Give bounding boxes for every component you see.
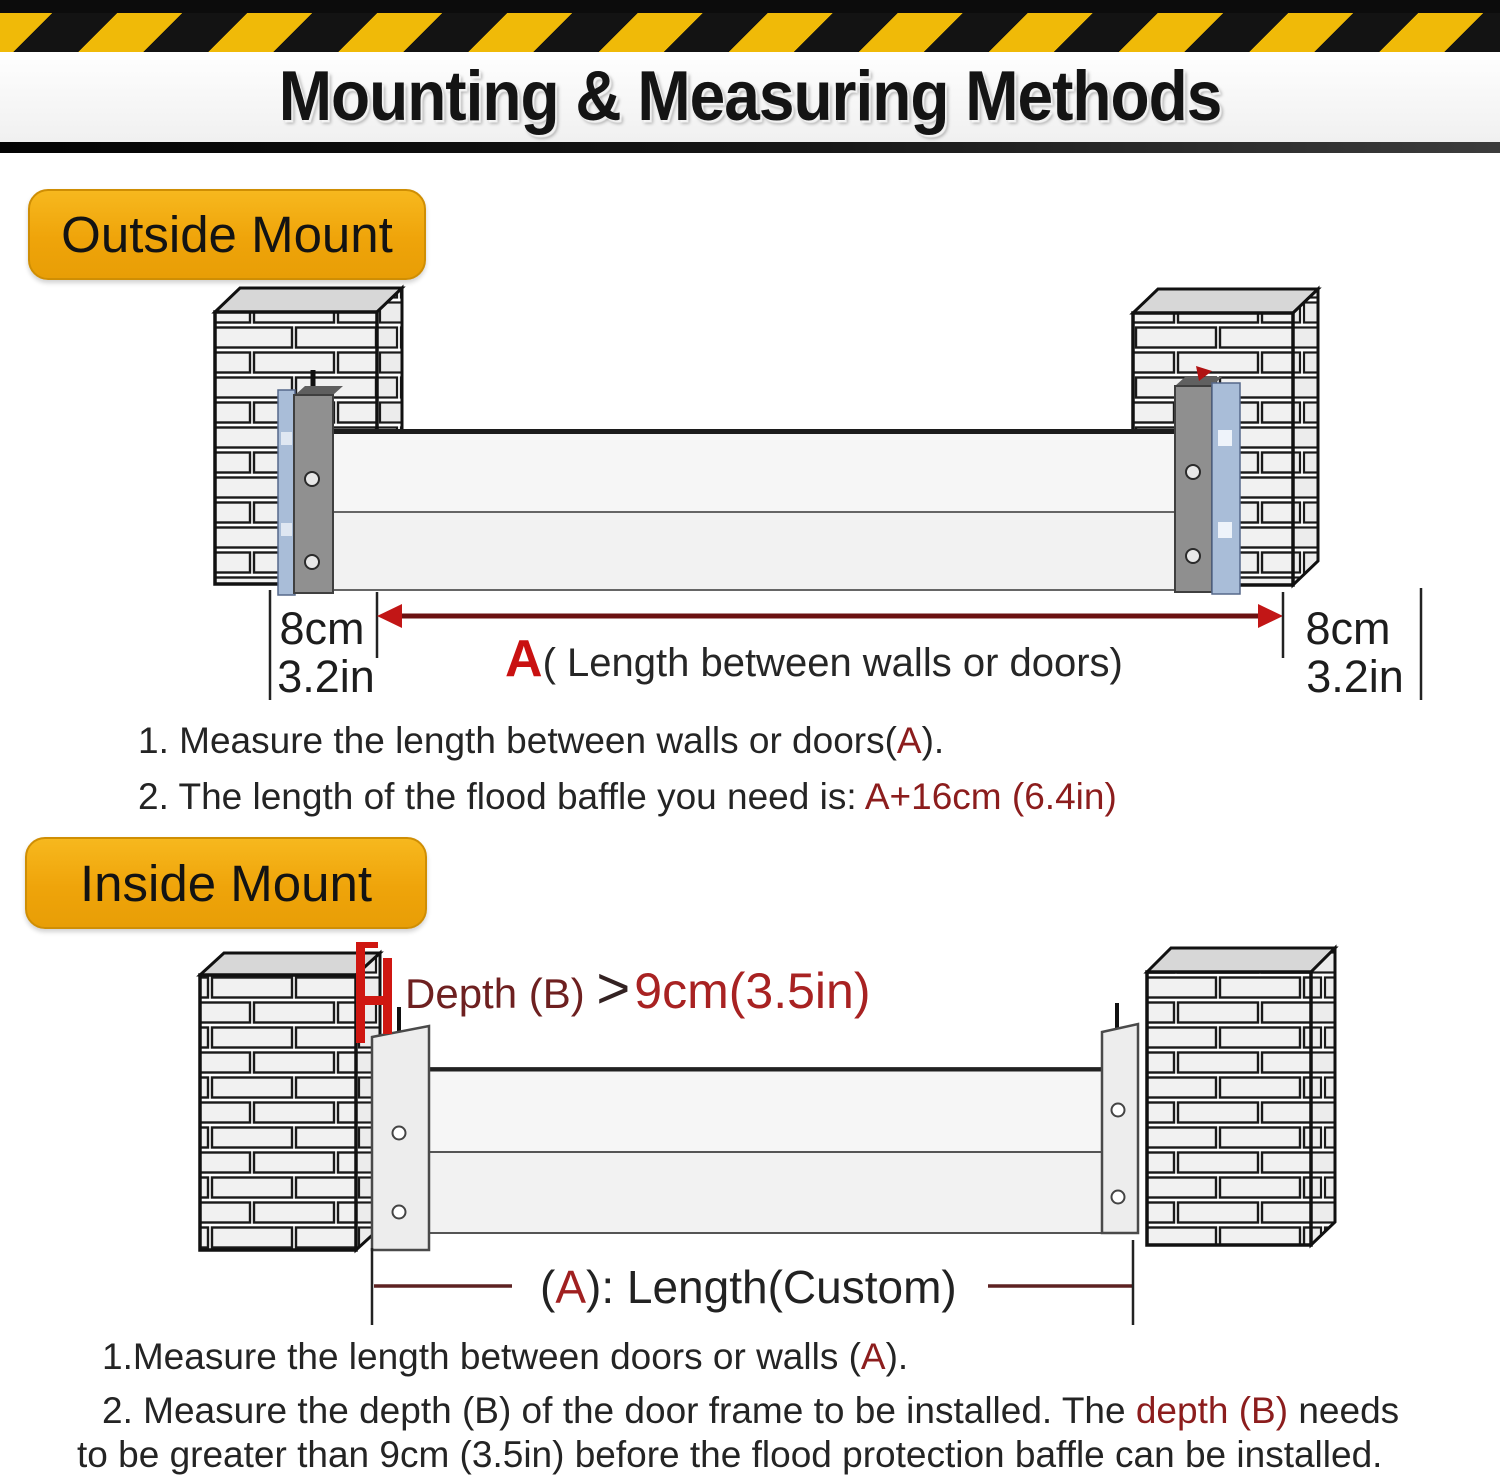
flood-barrier (429, 1068, 1102, 1233)
depth-annotation: Depth (B) >9cm(3.5in) (405, 956, 871, 1021)
dimension-8cm-right: 8cm (1305, 603, 1391, 654)
page-title: Mounting & Measuring Methods (278, 56, 1222, 136)
inside-step-2-continued: to be greater than 9cm (3.5in) before the flood protection baffle can be installed. (77, 1434, 1383, 1475)
wall-bracket-left (278, 370, 343, 595)
dimension-3.2in-right: 3.2in (1306, 651, 1404, 702)
right-pillar (1147, 948, 1335, 1245)
header-divider (0, 142, 1500, 153)
length-custom-label: (A): Length(Custom) (540, 1261, 957, 1313)
frame-bracket-right (1102, 1003, 1138, 1233)
frame-bracket-left (372, 1007, 429, 1250)
outside-mount-badge (28, 189, 426, 280)
title-band (0, 50, 1500, 142)
dimension-label-A: A( Length between walls or doors) (505, 630, 1123, 688)
inside-step-1: 1.Measure the length between doors or walls (A). (102, 1336, 909, 1377)
left-pillar (200, 953, 380, 1250)
dimension-8cm-left: 8cm (279, 603, 365, 654)
inside-mount-badge (25, 837, 427, 929)
inside-mount-diagram (0, 935, 1500, 1330)
outside-mount-badge-label: Outside Mount (61, 206, 393, 263)
outside-step-2: 2. The length of the flood baffle you need is: A+16cm (6.4in) (138, 776, 1117, 817)
inside-dimensions (372, 1240, 1133, 1325)
inside-step-2: 2. Measure the depth (B) of the door frame to be installed. The depth (B) needs (102, 1390, 1400, 1431)
outside-mount-diagram (0, 280, 1500, 705)
hazard-tape-top-bar (0, 0, 1500, 13)
outside-dimensions (270, 588, 1421, 702)
wall-bracket-right (1175, 366, 1240, 594)
flood-barrier (330, 430, 1178, 590)
dimension-3.2in-left: 3.2in (277, 651, 375, 702)
inside-mount-badge-label: Inside Mount (79, 854, 372, 912)
outside-step-1: 1. Measure the length between walls or doors(A). (138, 720, 945, 761)
